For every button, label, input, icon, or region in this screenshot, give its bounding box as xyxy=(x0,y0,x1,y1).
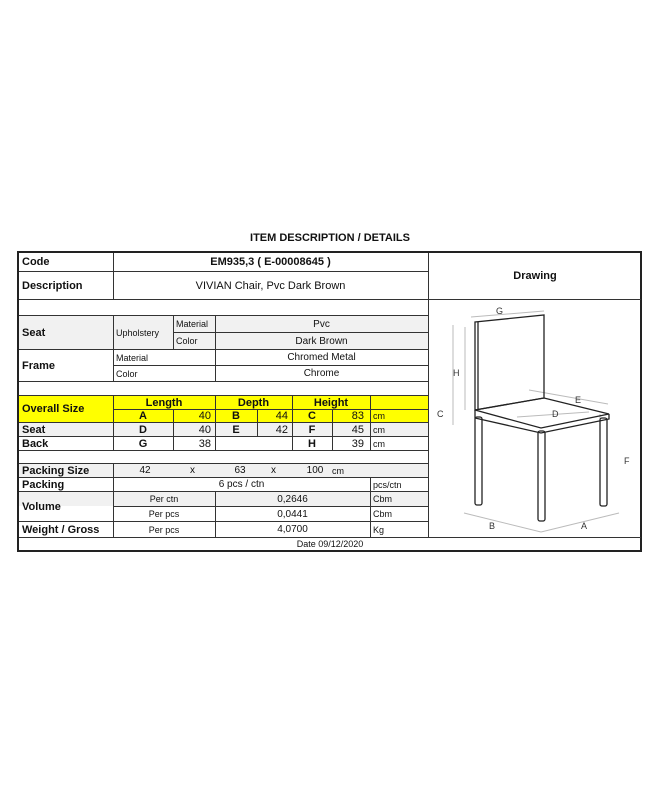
overall-length-key: A xyxy=(139,409,147,422)
packing-width: 42 xyxy=(139,465,151,476)
seat-height-value: 45 xyxy=(351,423,364,436)
divider xyxy=(19,450,428,451)
description-value: VIVIAN Chair, Pvc Dark Brown xyxy=(195,279,346,292)
back-height-value: 39 xyxy=(351,437,364,450)
overall-height-key: C xyxy=(308,409,316,422)
packing-unit: pcs/ctn xyxy=(373,479,402,490)
volume-per-pcs-label: Per pcs xyxy=(148,509,180,519)
seat-size-label: Seat xyxy=(22,423,46,436)
description-label: Description xyxy=(22,279,83,292)
depth-header: Depth xyxy=(237,396,270,409)
back-length-value: 38 xyxy=(198,437,211,450)
chair-back xyxy=(475,315,544,410)
overall-depth-value: 44 xyxy=(275,409,288,422)
volume-per-ctn-value: 0,2646 xyxy=(277,493,308,505)
upholstery-label: Upholstery xyxy=(116,327,160,338)
frame-label: Frame xyxy=(22,359,56,372)
seat-color-label: Color xyxy=(176,336,198,346)
frame-color-value: Chrome xyxy=(303,368,340,379)
seat-depth-value: 42 xyxy=(275,423,288,436)
height-header: Height xyxy=(313,396,349,409)
dim-b-line xyxy=(464,513,541,532)
packing-height: 100 xyxy=(306,465,324,476)
seat-unit: cm xyxy=(373,424,385,435)
packing-size-unit: cm xyxy=(332,465,344,476)
code-label: Code xyxy=(22,256,50,268)
dim-h: H xyxy=(453,368,460,378)
leg-right xyxy=(600,418,607,506)
dim-c: C xyxy=(437,409,444,419)
leg-front xyxy=(538,431,545,521)
dim-e: E xyxy=(575,395,582,405)
date: Date 09/12/2020 xyxy=(296,539,364,549)
seat-material-label: Material xyxy=(176,319,209,329)
length-header: Length xyxy=(145,396,183,409)
back-length-key: G xyxy=(138,437,148,450)
volume-per-pcs-unit: Cbm xyxy=(373,509,393,519)
volume-per-pcs-value: 0,0441 xyxy=(277,508,308,520)
code-value: EM935,3 ( E-00008645 ) xyxy=(210,256,331,268)
overall-size-label: Overall Size xyxy=(22,403,85,415)
weight-value: 4,0700 xyxy=(277,524,308,535)
seat-label: Seat xyxy=(22,326,46,339)
chair-drawing xyxy=(429,300,641,537)
back-height-key: H xyxy=(308,437,316,450)
packing-size-label: Packing Size xyxy=(22,464,90,477)
frame-material-label: Material xyxy=(116,352,149,363)
chair-lines xyxy=(475,315,609,521)
dim-a-line xyxy=(541,513,619,532)
packing-value: 6 pcs / ctn xyxy=(218,479,265,490)
dim-e-line xyxy=(529,390,608,404)
divider xyxy=(19,381,428,382)
seat-depth-key: E xyxy=(232,423,240,436)
overall-unit: cm xyxy=(373,410,385,421)
dim-f: F xyxy=(624,456,630,466)
seat-length-key: D xyxy=(139,423,147,436)
weight-per-label: Per pcs xyxy=(148,524,180,535)
dim-a: A xyxy=(581,521,588,531)
dim-d: D xyxy=(552,409,559,419)
document-title: ITEM DESCRIPTION / DETAILS xyxy=(250,232,410,244)
seat-material-value: Pvc xyxy=(313,318,330,330)
packing-depth: 63 xyxy=(234,465,246,476)
packing-x2: x xyxy=(271,465,276,476)
dim-g: G xyxy=(496,306,504,316)
back-unit: cm xyxy=(373,438,385,449)
dim-b: B xyxy=(489,521,496,531)
volume-label: Volume xyxy=(22,500,61,513)
seat-height-key: F xyxy=(308,423,316,436)
volume-per-ctn-unit: Cbm xyxy=(373,494,393,504)
back-size-label: Back xyxy=(22,437,49,450)
frame-material-value: Chromed Metal xyxy=(287,352,356,363)
leg-back-left xyxy=(475,417,482,505)
overall-length-value: 40 xyxy=(198,409,211,422)
packing-x1: x xyxy=(190,465,195,476)
volume-per-ctn-label: Per ctn xyxy=(149,494,179,504)
packing-label: Packing xyxy=(22,478,65,491)
seat-length-value: 40 xyxy=(198,423,211,436)
overall-height-value: 83 xyxy=(351,409,364,422)
weight-unit: Kg xyxy=(373,524,385,535)
overall-depth-key: B xyxy=(232,409,240,422)
drawing-label: Drawing xyxy=(513,270,557,282)
seat-color-value: Dark Brown xyxy=(295,335,348,347)
weight-label: Weight / Gross xyxy=(22,523,100,536)
frame-color-label: Color xyxy=(116,368,138,379)
